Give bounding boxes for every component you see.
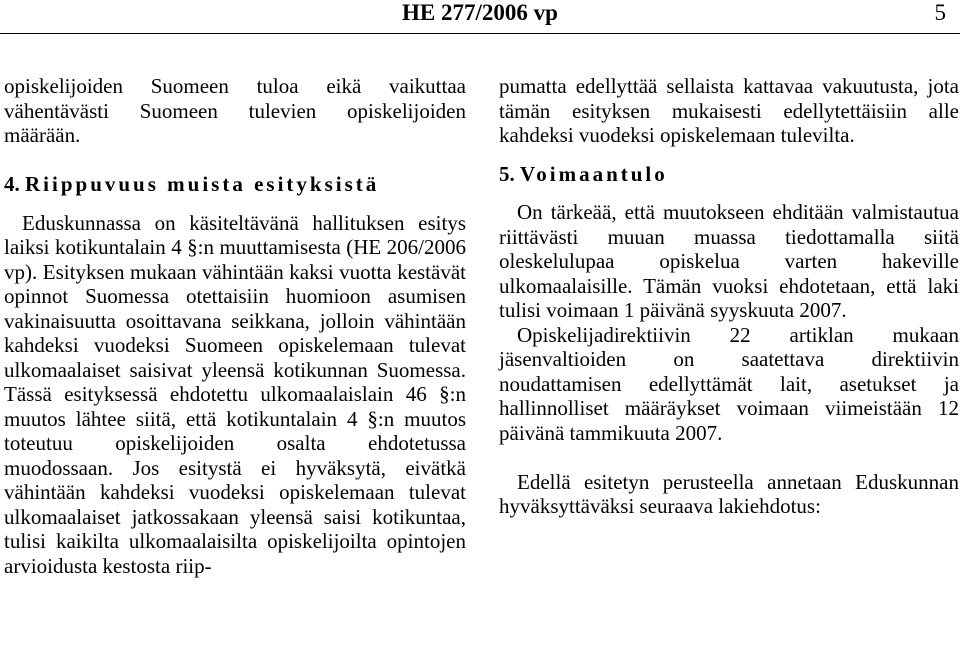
section-4-heading xyxy=(4,172,466,197)
section-4-paragraph: Eduskunnassa on käsiteltävänä hallituksen esitys laiksi kotikuntalain 4 §:n muuttamisesta (HE 206/2006 vp). Esityksen mukaan vähintään kaksi vuotta kestävät opinnot Suomessa otettaisiin huomioon asumisen vakinaisuutta osoittavana seikkana, jolloin vähintään kahdeksi vuodeksi Suomeen opiskelemaan tulevat ulkomaalaiset saisivat yleensä kotikunnan Suomessa. Tässä esityksessä ehdotettu ulkomaalaislain 46 §:n muutos lähtee siitä, että kotikuntalain 4 §:n muutos toteutuu opiskelijoiden osalta ehdotetussa muodossaan. Jos esitystä ei hyväksytä, eivätkä vähintään kahdeksi vuodeksi opiskelemaan tulevat ulkomaalaiset jatkossakaan yleensä saisi kotikuntaa, tulisi kaikilta ulkomaalaisilta opiskelijoilta opintojen arvioidusta kestosta riip- xyxy=(4,210,466,578)
section-5-title: Voimaantulo xyxy=(520,161,668,186)
header-rule xyxy=(0,33,960,34)
section-5-number: 5. xyxy=(499,161,515,186)
right-column xyxy=(499,74,959,519)
page-number: 5 xyxy=(934,0,946,25)
document-id: HE 277/2006 vp xyxy=(402,0,558,25)
section-5-paragraph-2: Opiskelijadirektiivin 22 artiklan mukaan jäsenvaltioiden on saatettava direktiivin noudattamisen edellyttämät lait, asetukset ja hallinnolliset määräykset voimaan viimeistään 12 päivänä tammikuuta 2007. xyxy=(499,322,959,445)
section-5-paragraph-1: On tärkeää, että muutokseen ehditään valmistautua riittävästi muuan muassa tiedottamalla siitä oleskelulupaa opiskelua varten hakeville ulkomaalaisille. Tämän vuoksi ehdotetaan, että laki tulisi voimaan 1 päivänä syyskuuta 2007. xyxy=(499,200,959,322)
left-column xyxy=(4,74,466,578)
continuation-paragraph: pumatta edellyttää sellaista kattavaa vakuutusta, jota tämän esityksen mukaisesti edellytettäisiin alle kahdeksi vuodeksi opiskelemaan tulevilta. xyxy=(499,74,959,147)
section-4-title: Riippuvuus muista esityksistä xyxy=(25,172,380,196)
intro-paragraph: opiskelijoiden Suomeen tuloa eikä vaikuttaa vähentävästi Suomeen tulevien opiskelijoiden määrään. xyxy=(4,74,466,147)
section-5-heading xyxy=(499,162,959,187)
section-4-number: 4. xyxy=(4,172,20,196)
closing-paragraph: Edellä esitetyn perusteella annetaan Eduskunnan hyväksyttäväksi seuraava lakiehdotus: xyxy=(499,469,959,518)
